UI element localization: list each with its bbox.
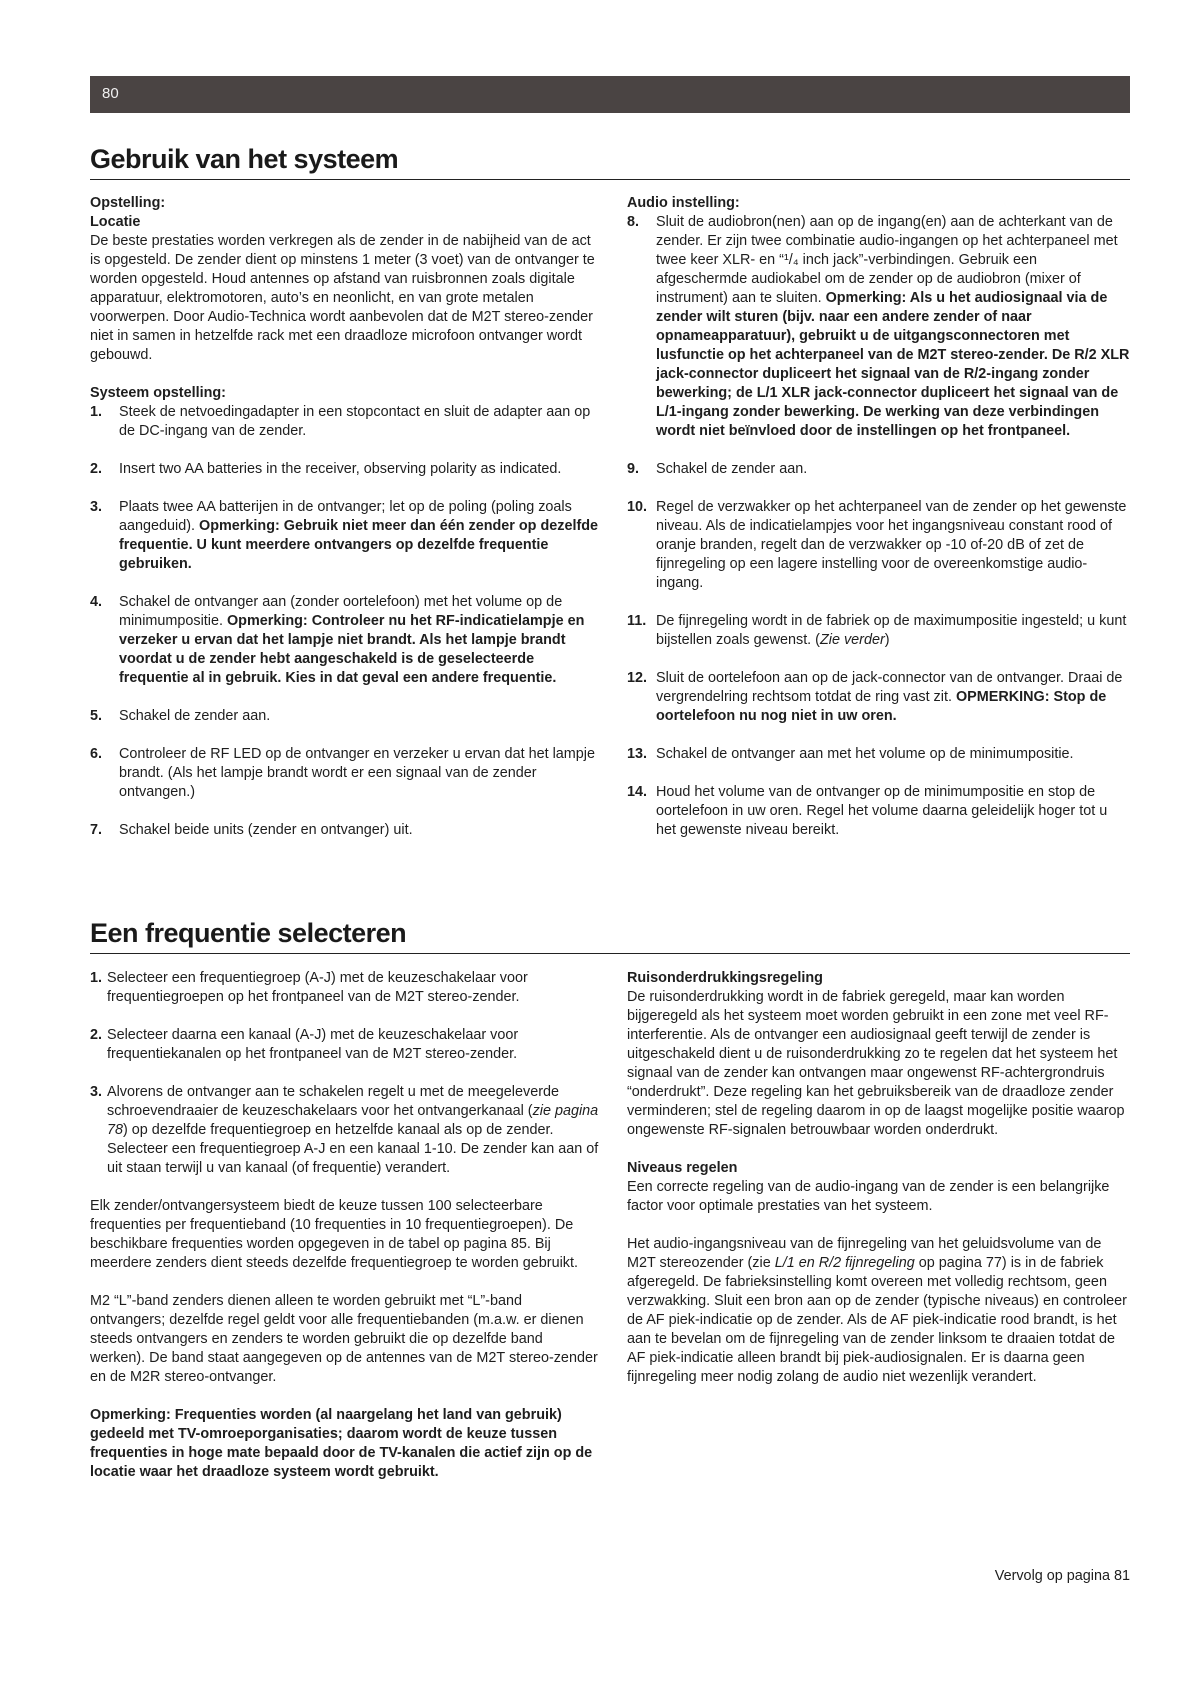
system-setup-heading: Systeem opstelling: — [90, 385, 226, 401]
section-title-frequency: Een frequentie selecteren — [90, 918, 1130, 954]
list-item: 3. Plaats twee AA batterijen in de ontvanger; let op de poling (poling zoals aangeduid). Opmerking: Gebruik niet meer dan één zender op dezelfde frequentie. U kunt meerdere ontvangers op dezelfde frequentie gebruiken. — [90, 499, 599, 572]
section-title-usage: Gebruik van het systeem — [90, 144, 1130, 180]
list-item: 7. Schakel beide units (zender en ontvanger) uit. — [90, 822, 413, 838]
paragraph-frequencies: Elk zender/ontvangersysteem biedt de keuze tussen 100 selecteerbare frequenties per frequentieband (10 frequenties in 10 frequentiegroepen). De beschikbare frequenties worden opgegeven in de tabel op pagina 85. Bij meerdere zenders dient steeds dezelfde frequentiegroep te worden gebruikt. — [90, 1198, 578, 1271]
continued-note: Vervolg op pagina 81 — [994, 1568, 1130, 1584]
audio-setup-heading: Audio instelling: — [627, 195, 740, 211]
list-item: 9. Schakel de zender aan. — [627, 461, 808, 477]
page-number-bar — [90, 76, 1130, 113]
list-item: 10. Regel de verzwakker op het achterpaneel van de zender op het gewenste niveau. Als de indicatielampjes voor het ingangsniveau constant rood of oranje branden, regelt dan de verzwakker op -10 of-20 dB of zet de fijnregeling op een lagere instelling voor de overeenkomstige audio-ingang. — [627, 499, 1127, 591]
section1-left-column — [90, 194, 600, 840]
paragraph-band: M2 “L”-band zenders dienen alleen te worden gebruikt met “L”-band ontvangers; dezelfde regel geldt voor alle frequentiebanden (m.a.w. er dienen steeds ontvangers en zenders te worden gebruikt die op dezelfde band werken). De band staat aangegeven op de antennes van de M2T stereo-zender en de M2R stereo-ontvanger. — [90, 1293, 598, 1385]
list-item: 8. Sluit de audiobron(nen) aan op de ingang(en) aan de achterkant van de zender. Er zijn twee combinatie audio-ingangen op het achterpaneel met twee keer XLR- en “¹/₄ inch jack”-verbindingen. Gebruik een afgeschermde audiokabel om de zender op de audiobron (mixer of instrument) aan te sluiten. Opmerking: Als u het audiosignaal via de zender wilt sturen (bijv. naar een andere zender of naar opnameapparatuur), gebruikt u de uitgangsconnectoren met lusfunctie op het achterpaneel van de M2T stereo-zender. De R/2 XLR jack-connector dupliceert het signaal van de R/2-ingang zonder bewerking; de L/1 XLR jack-connector dupliceert het signaal van de L/1-ingang zonder bewerking. De werking van deze verbindingen wordt niet beïnvloed door de instellingen op het frontpaneel. — [627, 214, 1130, 439]
levels-heading: Niveaus regelen — [627, 1160, 738, 1176]
page-number: 80 — [102, 85, 119, 102]
noise-suppression-text: De ruisonderdrukking wordt in de fabriek geregeld, maar kan worden bijgeregeld als het systeem moet worden gebruikt in een zone met veel RF-interferentie. Als de ontvanger een audiosignaal geeft terwijl de zender is uitgeschakeld dient u de ruisonderdrukking zo te regelen dat het systeem het signaal van de zender kan ontvangen maar ongewenst RF-achtergrondruis “onderdrukt”. Deze regeling kan het gebruiksbereik van de draadloze zender verminderen; stel de regeling daarom in op de laagst mogelijke positie waarop ongewenste RF-signalen betrouwbaar worden onderdrukt. — [627, 989, 1125, 1138]
levels-text: Een correcte regeling van de audio-ingang van de zender is een belangrijke factor voor optimale prestaties van het systeem. — [627, 1179, 1110, 1214]
list-item: 11. De fijnregeling wordt in de fabriek op de maximumpositie ingesteld; u kunt bijstellen zoals gewenst. (Zie verder) — [627, 613, 1127, 648]
list-item: 2. Selecteer daarna een kanaal (A-J) met de keuzeschakelaar voor frequentiekanalen op het frontpaneel van de M2T stereo-zender. — [90, 1027, 519, 1062]
list-item: 4. Schakel de ontvanger aan (zonder oortelefoon) met het volume op de minimumpositie. Opmerking: Controleer nu het RF-indicatielampje en verzeker u ervan dat het lampje niet brandt. Als het lampje brandt voordat u de zender hebt aangeschakeld is de geselecteerde frequentie al in gebruik. Kies in dat geval een andere frequentie. — [90, 594, 585, 686]
list-item: 5. Schakel de zender aan. — [90, 708, 271, 724]
list-item: 1. Steek de netvoedingadapter in een stopcontact en sluit de adapter aan op de DC-ingang van de zender. — [90, 404, 591, 439]
note-text: OPMERKING: Stop de oortelefoon nu nog niet in uw oren. — [656, 689, 1107, 724]
location-heading: Locatie — [90, 214, 141, 230]
list-item: 1. Selecteer een frequentiegroep (A-J) met de keuzeschakelaar voor frequentiegroepen op het frontpaneel van de M2T stereo-zender. — [90, 970, 528, 1005]
section2-right-column — [627, 969, 1130, 1387]
note-tv-channels: Opmerking: Frequenties worden (al naargelang het land van gebruik) gedeeld met TV-omroeporganisaties; daarom wordt de keuze tussen frequenties in hoge mate bepaald door de TV-kanalen die actief zijn op de locatie waar het draadloze systeem wordt gebruikt. — [90, 1407, 593, 1480]
note-text: Opmerking: Gebruik niet meer dan één zender op dezelfde frequentie. U kunt meerdere ontvangers op dezelfde frequentie gebruiken. — [119, 518, 599, 572]
note-text: Opmerking: Controleer nu het RF-indicatielampje en verzeker u ervan dat het lampje niet brandt. Als het lampje brandt voordat u de zender hebt aangeschakeld is de geselecteerde frequentie al in gebruik. Kies in dat geval een andere frequentie. — [119, 613, 585, 686]
list-item: 3. Alvorens de ontvanger aan te schakelen regelt u met de meegeleverde schroevendraaier de keuzeschakelaars voor het ontvangerkanaal (zie pagina 78) op dezelfde frequentiegroep en hetzelfde kanaal als op de zender. Selecteer een frequentiegroep A-J en een kanaal 1-10. De zender kan aan of uit staan terwijl u van kanaal (of frequentie) verandert. — [90, 1084, 599, 1176]
list-item: 13. Schakel de ontvanger aan met het volume op de minimumpositie. — [627, 746, 1074, 762]
note-text: Opmerking: Als u het audiosignaal via de zender wilt sturen (bijv. naar een andere zender of naar opnameapparatuur), gebruikt u de uitgangsconnectoren met lusfunctie op het achterpaneel van de M2T stereo-zender. De R/2 XLR jack-connector dupliceert het signaal van de R/2-ingang zonder bewerking; de L/1 XLR jack-connector dupliceert het signaal van de L/1-ingang zonder bewerking. De werking van deze verbindingen wordt niet beïnvloed door de instellingen op het frontpaneel. — [656, 290, 1130, 439]
setup-heading: Opstelling: — [90, 195, 166, 211]
section1-right-column — [627, 194, 1130, 840]
location-text: De beste prestaties worden verkregen als de zender in de nabijheid van de act is opgesteld. De zender dient op minstens 1 meter (3 voet) van de ontvanger te worden opgesteld. Houd antennes op afstand van ruisbronnen zoals digitale apparatuur, elektromotoren, auto’s en neonlicht, en van grote metalen voorwerpen. Door Audio-Technica wordt aanbevolen dat de M2T stereo-zender niet in samen in hetzelfde rack met een draadloze microfoon ontvanger wordt gebouwd. — [90, 233, 595, 363]
input-level-text: Het audio-ingangsniveau van de fijnregeling van het geluidsvolume van de M2T stereozender (zie L/1 en R/2 fijnregeling op pagina 77) is in de fabriek afgeregeld. De fabrieksinstelling komt overeen met volledig rechtsom, geen verzwakking. Sluit een bron aan op de zender (typische niveaus) en controleer de AF piek-indicatie op de zender. Als de AF piek-indicatie rood brandt, is het aan te bevelan om de fijnregeling van de zender linksom te draaien totdat de AF piek-indicatie alleen brandt bij piek-audiosignalen. Er is daarna geen fijnregeling meer nodig zolang de audio niet wezenlijk verandert. — [627, 1236, 1127, 1385]
list-item: 14. Houd het volume van de ontvanger op de minimumpositie en stop de oortelefoon in uw oren. Regel het volume daarna geleidelijk hoger tot u het gewenste niveau bereikt. — [627, 784, 1108, 838]
list-item: 6. Controleer de RF LED op de ontvanger en verzeker u ervan dat het lampje brandt. (Als het lampje brandt wordt er een signaal van de zender ontvangen.) — [90, 746, 595, 800]
list-item: 2. Insert two AA batteries in the receiver, observing polarity as indicated. — [90, 461, 562, 477]
list-item: 12. Sluit de oortelefoon aan op de jack-connector van de ontvanger. Draai de vergrendelring rechtsom totdat de ring vast zit. OPMERKING: Stop de oortelefoon nu nog niet in uw oren. — [627, 670, 1123, 724]
section2-left-column — [90, 969, 600, 1482]
noise-suppression-heading: Ruisonderdrukkingsregeling — [627, 970, 823, 986]
